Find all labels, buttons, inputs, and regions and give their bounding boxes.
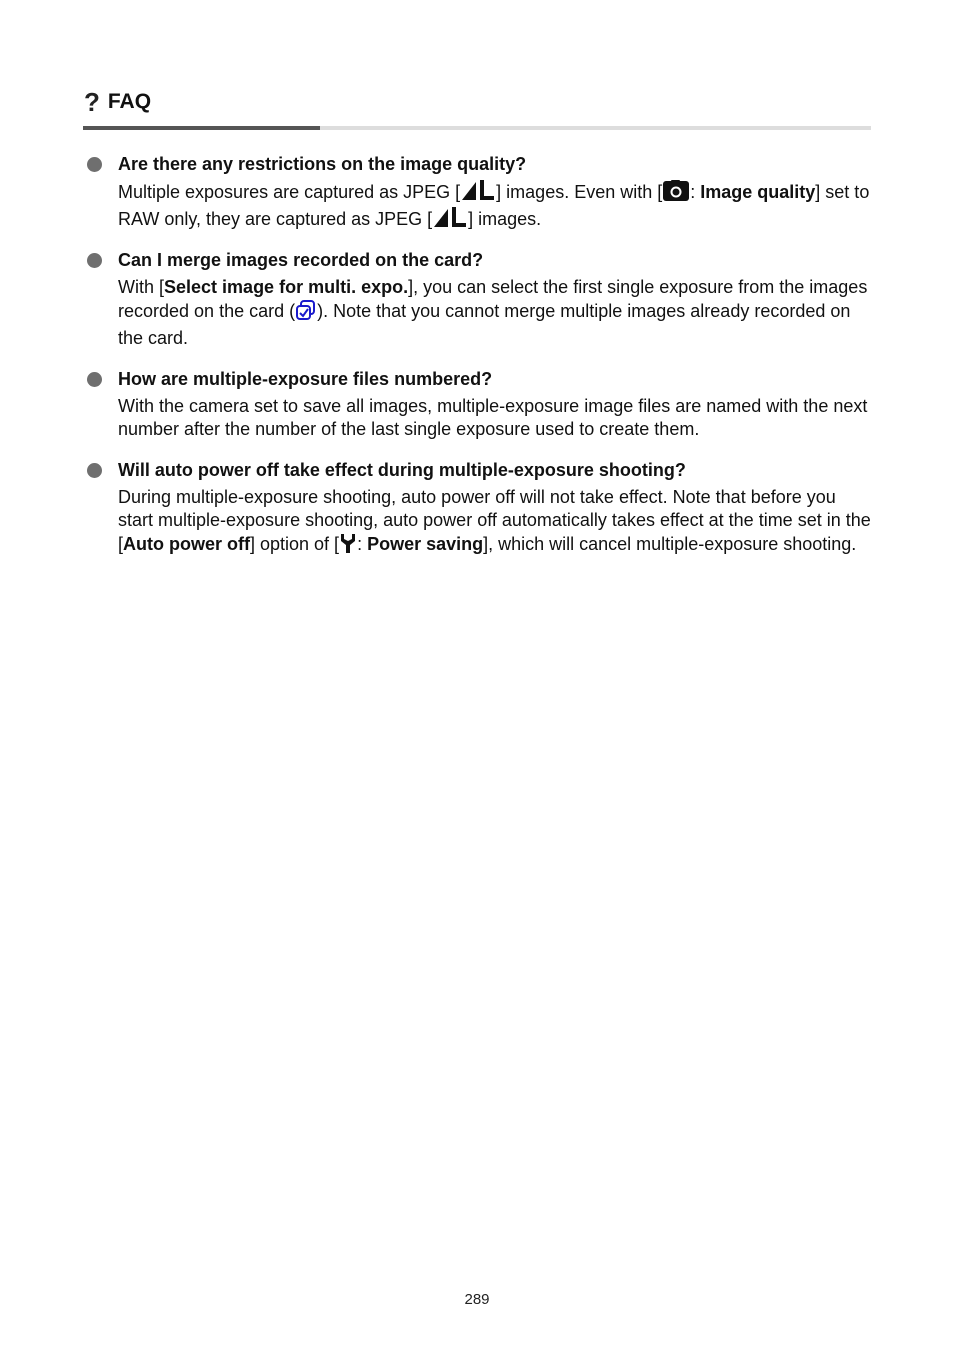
header-rule — [83, 126, 871, 130]
wrench-icon — [339, 532, 357, 560]
faq-question: Will auto power off take effect during multiple-exposure shooting? — [118, 460, 686, 480]
faq-list — [84, 152, 874, 577]
bullet-icon — [87, 157, 102, 172]
faq-question: Are there any restrictions on the image quality? — [118, 154, 527, 174]
faq-question: Can I merge images recorded on the card? — [118, 250, 484, 270]
faq-item — [84, 248, 874, 350]
link-reference-icon[interactable] — [295, 299, 317, 327]
jpeg-large-fine-icon — [460, 181, 496, 201]
jpeg-large-fine-icon — [432, 208, 468, 228]
bullet-icon — [87, 463, 102, 478]
header-rule-accent — [83, 126, 320, 130]
faq-item — [84, 152, 874, 231]
question-mark-icon: ? — [84, 87, 100, 117]
page-number: 289 — [464, 1291, 490, 1308]
faq-answer: With the camera set to save all images, multiple-exposure image files are named with the next number after the number of the last single exposure used to create them. — [118, 396, 868, 439]
faq-item — [84, 367, 874, 441]
faq-item — [84, 458, 874, 560]
page-title: FAQ — [107, 90, 152, 113]
camera-icon — [662, 180, 690, 208]
faq-answer: During multiple-exposure shooting, auto power off will not take effect. Note that before you start multiple-exposure shooting, auto power off automatically takes effect at the time set in the [Auto power off] option of [ : Power saving], which will cancel multiple-exposure shooting. — [118, 486, 874, 560]
bullet-icon — [87, 372, 102, 387]
faq-answer: With [Select image for multi. expo.], you can select the first single exposure from the images recorded on the card ( ). Note that you cannot merge multiple images already recorded on the card. — [118, 277, 868, 348]
page-header — [84, 88, 870, 116]
faq-answer: Multiple exposures are captured as JPEG [ ] images. Even with [ : Image quality] set to RAW only, they are captured as JPEG [ ] images. — [118, 182, 870, 229]
bullet-icon — [87, 253, 102, 268]
faq-question: How are multiple-exposure files numbered? — [118, 369, 493, 389]
